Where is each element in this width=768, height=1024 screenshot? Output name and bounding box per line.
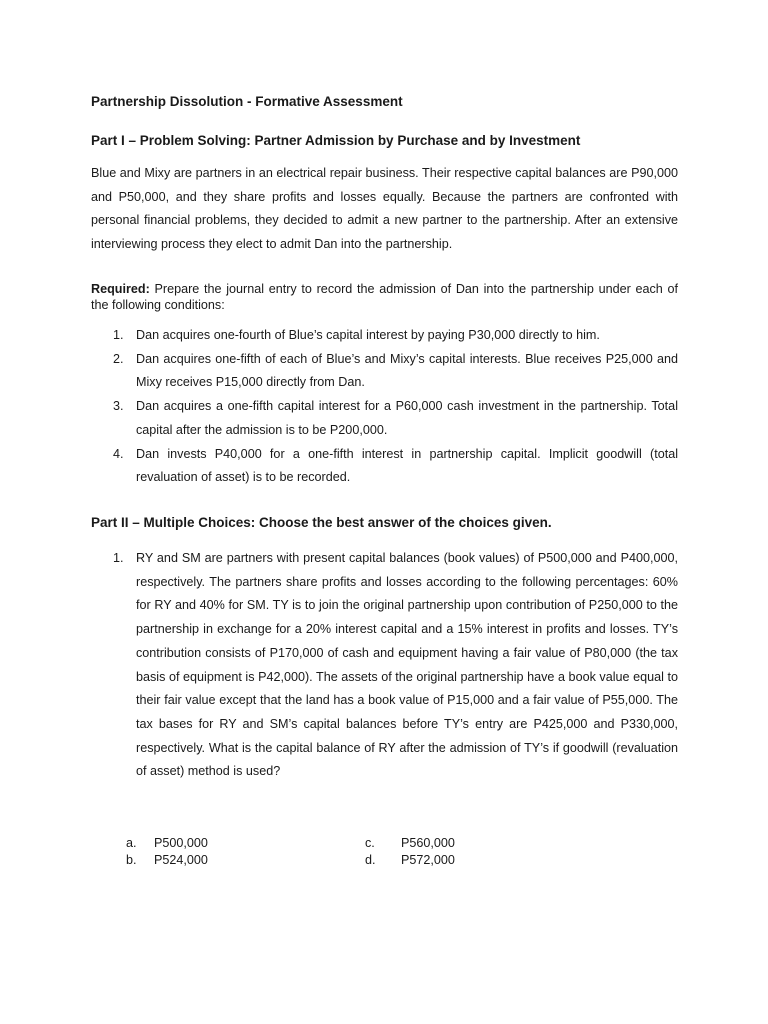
list-item-number: 1. <box>113 328 124 342</box>
part2-heading: Part II – Multiple Choices: Choose the best answer of the choices given. <box>91 515 552 530</box>
list-item <box>91 348 678 395</box>
question-number: 1. <box>113 551 124 565</box>
choice-label: a. <box>126 836 137 850</box>
list-item <box>91 324 678 348</box>
choice-c <box>365 835 455 852</box>
part1-heading: Part I – Problem Solving: Partner Admission by Purchase and by Investment <box>91 133 581 148</box>
list-item-number: 4. <box>113 446 124 461</box>
list-item-text: Dan acquires a one-fifth capital interest for a P60,000 cash investment in the partnership. Total capital after the admission is to be P200,000. <box>136 399 678 437</box>
choice-label: c. <box>365 836 375 850</box>
choice-d <box>365 852 455 869</box>
part1-conditions-list <box>91 324 678 490</box>
choice-a <box>126 835 208 852</box>
required-text: Prepare the journal entry to record the admission of Dan into the partnership under each of the following conditions: <box>91 282 678 312</box>
required-label: Required: <box>91 282 150 296</box>
required-paragraph <box>91 281 678 313</box>
question-text: RY and SM are partners with present capital balances (book values) of P500,000 and P400,000, respectively. The partners share profits and losses according to the following percentages: 60% for RY and 40% for SM. TY is to join the original partnership upon contribution of P250,000 to the partnership in exchange for a 20% interest capital and a 15% interest in profits and losses. TY’s contribution consists of P170,000 of cash and equipment having a fair value of P80,000 (the tax basis of equipment is P42,000). The assets of the original partnership have a book value equal to their fair value except that the land has a book value of P15,000 and a fair value of P55,000. The tax bases for RY and SM’s capital balances before TY’s entry are P425,000 and P330,000, respectively. What is the capital balance of RY after the admission of TY’s if goodwill (revaluation of asset) method is used? <box>136 551 678 779</box>
choice-label: d. <box>365 853 376 867</box>
choice-value: P524,000 <box>154 853 208 867</box>
choice-value: P560,000 <box>401 836 455 850</box>
choice-value: P500,000 <box>154 836 208 850</box>
question-item <box>91 547 678 784</box>
part1-intro-paragraph: Blue and Mixy are partners in an electrical repair business. Their respective capital balances are P90,000 and P50,000, and they share profits and losses equally. Because the partners are confronted with personal financial problems, they decided to admit a new partner to the partnership. After an extensive interviewing process they elect to admit Dan into the partnership. <box>91 166 678 252</box>
list-item <box>91 443 678 490</box>
list-item-number: 3. <box>113 399 124 414</box>
part2-question-list <box>91 547 678 784</box>
list-item-number: 2. <box>113 351 124 366</box>
list-item-text: Dan acquires one-fourth of Blue’s capital interest by paying P30,000 directly to him. <box>136 328 600 342</box>
list-item-text: Dan acquires one-fifth of each of Blue’s and Mixy’s capital interests. Blue receives P25,000 and Mixy receives P15,000 directly from Dan. <box>136 351 678 390</box>
choice-b <box>126 852 208 869</box>
list-item-text: Dan invests P40,000 for a one-fifth interest in partnership capital. Implicit goodwill (total revaluation of asset) is to be recorded. <box>136 446 678 485</box>
choice-value: P572,000 <box>401 853 455 867</box>
list-item <box>91 395 678 442</box>
document-title: Partnership Dissolution - Formative Assessment <box>91 94 403 109</box>
choice-label: b. <box>126 853 137 867</box>
